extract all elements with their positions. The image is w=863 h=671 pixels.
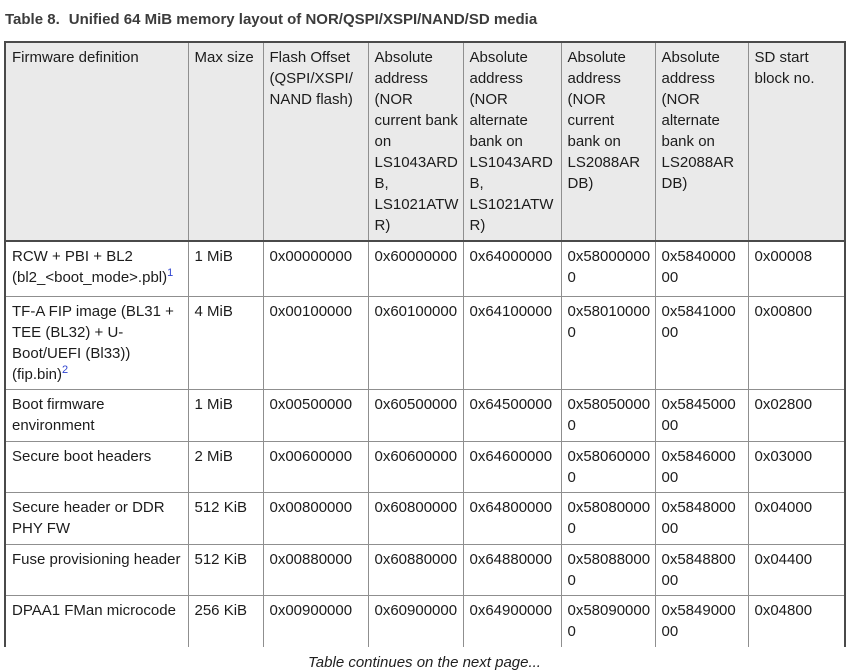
cell-abs-nor-current-ls1043: 0x60880000 [368, 544, 463, 595]
cell-max-size: 1 MiB [188, 241, 263, 296]
col-header-flash-offset: Flash Offset (QSPI/XSPI/NAND flash) [263, 42, 368, 241]
cell-abs-nor-current-ls2088: 0x580100000 [561, 296, 655, 389]
table-row [5, 595, 845, 647]
col-header-sd-start-block: SD start block no. [748, 42, 845, 241]
cell-firmware: DPAA1 FMan microcode [5, 595, 188, 647]
cell-abs-nor-alt-ls1043: 0x64800000 [463, 492, 561, 544]
cell-abs-nor-current-ls1043: 0x60900000 [368, 595, 463, 647]
cell-flash-offset: 0x00500000 [263, 389, 368, 441]
cell-max-size: 256 KiB [188, 595, 263, 647]
cell-abs-nor-alt-ls2088: 0x584800000 [655, 492, 748, 544]
col-header-abs-addr-nor-alternate-ls2088: Absolute address (NOR alternate bank on LS2088ARDB) [655, 42, 748, 241]
table-continuation-note: Table continues on the next page... [308, 654, 541, 671]
cell-abs-nor-alt-ls2088: 0x584600000 [655, 441, 748, 492]
cell-abs-nor-current-ls1043: 0x60600000 [368, 441, 463, 492]
cell-abs-nor-current-ls2088: 0x580800000 [561, 492, 655, 544]
footnote-ref-2[interactable]: 2 [62, 363, 69, 376]
cell-sd-start-block: 0x00800 [748, 296, 845, 389]
cell-firmware [5, 241, 188, 296]
cell-abs-nor-current-ls1043: 0x60100000 [368, 296, 463, 389]
table-row [5, 389, 845, 441]
cell-firmware: Secure boot headers [5, 441, 188, 492]
cell-firmware-text: RCW + PBI + BL2 (bl2_<boot_mode>.pbl) [12, 248, 168, 286]
col-header-abs-addr-nor-current-ls2088: Absolute address (NOR current bank on LS2088ARDB) [561, 42, 655, 241]
table-row [5, 441, 845, 492]
table-row [5, 241, 845, 296]
col-header-abs-addr-nor-alternate-ls1043: Absolute address (NOR alternate bank on LS1043ARDB, LS1021ATWR) [463, 42, 561, 241]
cell-abs-nor-current-ls1043: 0x60800000 [368, 492, 463, 544]
cell-firmware: Fuse provisioning header [5, 544, 188, 595]
cell-firmware: Secure header or DDR PHY FW [5, 492, 188, 544]
cell-abs-nor-current-ls2088: 0x580000000 [561, 241, 655, 296]
footnote-ref-1[interactable]: 1 [167, 267, 174, 279]
cell-firmware: Boot firmware environment [5, 389, 188, 441]
table-row [5, 492, 845, 544]
cell-abs-nor-current-ls2088: 0x580880000 [561, 544, 655, 595]
cell-sd-start-block: 0x04800 [748, 595, 845, 647]
cell-abs-nor-current-ls1043: 0x60000000 [368, 241, 463, 296]
cell-abs-nor-alt-ls1043: 0x64900000 [463, 595, 561, 647]
cell-max-size: 1 MiB [188, 389, 263, 441]
table-caption-title: Unified 64 MiB memory layout of NOR/QSPI/XSPI/NAND/SD media [68, 11, 538, 28]
cell-abs-nor-current-ls2088: 0x580500000 [561, 389, 655, 441]
cell-firmware-text: TF-A FIP image (BL31 + TEE (BL32) + U-Boot/UEFI (Bl33)) (fip.bin) [12, 302, 174, 383]
cell-max-size: 2 MiB [188, 441, 263, 492]
cell-sd-start-block: 0x03000 [748, 441, 845, 492]
cell-flash-offset: 0x00800000 [263, 492, 368, 544]
cell-abs-nor-alt-ls1043: 0x64500000 [463, 389, 561, 441]
table-header-row [5, 42, 845, 241]
cell-sd-start-block: 0x04400 [748, 544, 845, 595]
cell-abs-nor-alt-ls2088: 0x584900000 [655, 595, 748, 647]
cell-abs-nor-alt-ls2088: 0x584100000 [655, 296, 748, 389]
cell-abs-nor-current-ls2088: 0x580600000 [561, 441, 655, 492]
cell-sd-start-block: 0x02800 [748, 389, 845, 441]
cell-flash-offset: 0x00880000 [263, 544, 368, 595]
cell-max-size: 512 KiB [188, 544, 263, 595]
cell-abs-nor-alt-ls2088: 0x584500000 [655, 389, 748, 441]
cell-flash-offset: 0x00900000 [263, 595, 368, 647]
cell-abs-nor-alt-ls2088: 0x584000000 [655, 241, 748, 296]
table-caption [5, 10, 863, 30]
cell-firmware [5, 296, 188, 389]
cell-abs-nor-alt-ls1043: 0x64000000 [463, 241, 561, 296]
cell-flash-offset: 0x00000000 [263, 241, 368, 296]
table-caption-number: Table 8. [5, 11, 60, 28]
cell-sd-start-block: 0x00008 [748, 241, 845, 296]
col-header-firmware-definition: Firmware definition [5, 42, 188, 241]
cell-max-size: 4 MiB [188, 296, 263, 389]
cell-flash-offset: 0x00600000 [263, 441, 368, 492]
cell-abs-nor-current-ls2088: 0x580900000 [561, 595, 655, 647]
table-row [5, 544, 845, 595]
cell-abs-nor-alt-ls1043: 0x64600000 [463, 441, 561, 492]
cell-sd-start-block: 0x04000 [748, 492, 845, 544]
table-row [5, 296, 845, 389]
memory-layout-table [4, 41, 846, 647]
cell-flash-offset: 0x00100000 [263, 296, 368, 389]
cell-abs-nor-alt-ls1043: 0x64100000 [463, 296, 561, 389]
cell-max-size: 512 KiB [188, 492, 263, 544]
cell-abs-nor-current-ls1043: 0x60500000 [368, 389, 463, 441]
cell-abs-nor-alt-ls2088: 0x584880000 [655, 544, 748, 595]
col-header-max-size: Max size [188, 42, 263, 241]
col-header-abs-addr-nor-current-ls1043: Absolute address (NOR current bank on LS1043ARDB, LS1021ATWR) [368, 42, 463, 241]
cell-abs-nor-alt-ls1043: 0x64880000 [463, 544, 561, 595]
